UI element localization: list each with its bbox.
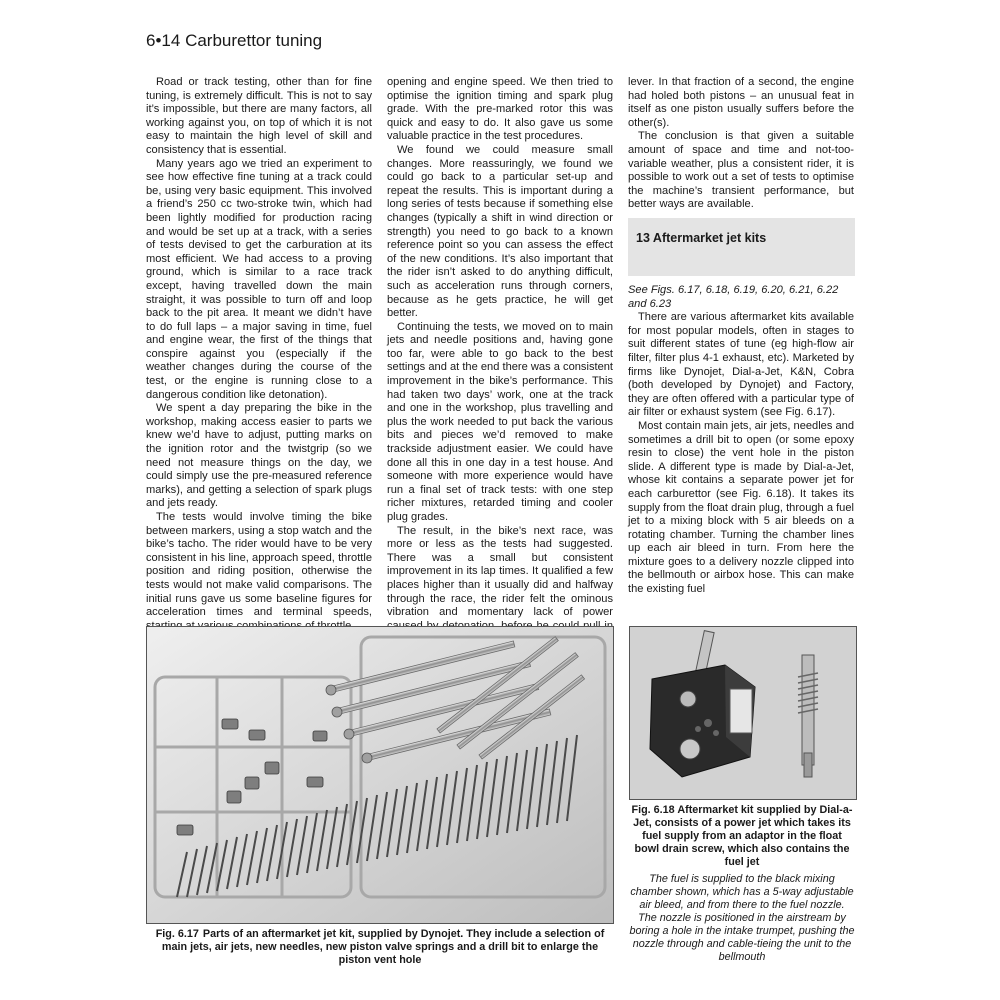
paragraph: opening and engine speed. We then tried to optimise the ignition timing and spark plug grade. With the pre-marked rotor this was quick and easy to do. It also gave us some valuable practice in the test procedures.: [387, 76, 613, 143]
paragraph: Road or track testing, other than for fine tuning, is extremely difficult. This is not to say it’s impossible, but there are many factors, all working against you, on top of which it is not easy to maintain the high level of skill and consistency that is essential.: [146, 76, 372, 156]
paragraph: The result, in the bike’s next race, was more or less as the tests had suggested. There was a small but consistent improvement in its lap times. It qualified a few places higher than it usually did and halfway through the race, the rider felt the ominous vibration and momentary lack of power: [387, 524, 613, 619]
figure-number: Fig. 6.18: [631, 804, 675, 816]
figure-number: Fig. 6.17: [155, 928, 199, 940]
paragraph: Continuing the tests, we moved on to main jets and needle positions and, having gone too far, were able to go back to the best settings and at the end there was a consistent improvement in the bike’s performance. This had taken two days’ work, one at the track and one in the workshop, plus travelling and plus the work needed to put back the various bits and pieces we’d removed to make trackside adjustment easier. We could have done all this in one day in a test house. And someone with more experience would have run a final set of track tests: with one step richer mixtures, retarded timing and cooler plug grades.: [387, 320, 613, 523]
paragraph: The tests would involve timing the bike between markers, using a stop watch and the bike’s tacho. The rider would have to be very consistent in his line, approach speed, throttle position and riding position, otherwise the tests would not make valid comparisons. The initial runs gave us some baseline figures for acceleration times and terminal speeds,: [146, 511, 372, 619]
section-title: 13 Aftermarket jet kits: [636, 231, 767, 245]
figure-6-17-caption: [146, 928, 614, 967]
paragraph: There are various aftermarket kits available for most popular models, often in stages to suit different states of tune (eg high-flow air filter, filter plus 4-1 exhaust, etc). Marketed by firms like Dynojet, Dial-a-Jet, K&N, Cobra (both developed by Dynojet) and Factory, they are often offered with a particular type of air filter or exhaust system (see Fig. 6.17).: [628, 311, 854, 419]
paragraph: Many years ago we tried an experiment to see how effective fine tuning at a track could be, using very basic equipment. This involved a friend’s 250 cc two-stroke twin, which had been lightly modified for production racing and would be set up at a track, with a series of tests devised to get the carburation at its most efficient. We had access to a proving ground, which is similar to a race track except, having travelled down the main straight, it was possible to turn off and loop back to the pit area. It meant we didn’t have to do full laps – a major saving in time, fuel and engine wear, the first of the things that conspire against you (especially if the weather changes during the course of the test, or the engine is running close to a dangerous condition like detonation).: [146, 157, 372, 401]
figure-6-18-note: The fuel is supplied to the black mixing chamber shown, which has a 5-way adjustable air bleed, and from there to the fuel nozzle. The nozzle is positioned in the airstream by boring a hole in the intake trumpet, pushing the nozzle through and cable-tieing the unit to the bellmouth: [629, 873, 855, 963]
jet-kit-illustration: [147, 627, 613, 923]
paragraph: We found we could measure small changes. More reassuringly, we found we could go back to a particular set-up and repeat the results. This is important during a long series of tests because if something else changes (typically a shift in wind direction or strength) you need to go back to a known reference point so you can assess the effect of the new conditions. It’s also important that the rider isn’t asked to do anything difficult, such as acceleration runs through corners, because as he gets practice, he will get better.: [387, 143, 613, 320]
paragraph: We spent a day preparing the bike in the workshop, making access easier to parts we knew we’d have to adjust, putting marks on the ignition rotor and the twistgrip (so we need not measure things on the day, we could simply use the pre-measured reference marks), and getting a selection of spark plugs and jets ready.: [146, 402, 372, 510]
caption-text: Aftermarket kit supplied by Dial-a-Jet, consists of a power jet which takes its fuel supply from an adaptor in the float bowl drain screw, which also contains the fuel jet: [633, 804, 853, 868]
paragraph: The conclusion is that given a suitable amount of space and time and not-too-variable weather, plus a consistent rider, it is possible to work out a set of tests to optimise the machine’s transient performance, but better ways are available.: [628, 130, 854, 211]
text-column-1: [146, 76, 372, 633]
figure-6-18-caption: [629, 804, 855, 869]
caption-text: Parts of an aftermarket jet kit, supplied by Dynojet. They include a selection of main jets, air jets, new needles, new piston valve springs and a drill bit to enlarge the piston vent hole: [161, 928, 605, 966]
dial-a-jet-illustration: [630, 627, 856, 799]
section-body: [628, 284, 854, 597]
section-heading-box: [628, 218, 855, 276]
page-header: [146, 30, 866, 52]
figure-6-18-photo: [629, 626, 857, 800]
paragraph: Most contain main jets, air jets, needles and sometimes a drill bit to open (or some epoxy resin to close) the vent hole in the piston slide. A different type is made by Dial-a-Jet, whose kit contains a separate power jet for each carburettor (see Fig. 6.18). It takes its supply from the float drain plug, through a fuel jet to a mixing block with 5 air bleeds on a rotating chamber. Turning the chamber lines up each air bleed in turn. From here the mixture goes to a delivery nozzle clipped into the bellmouth or airbox hose. This can make the existing fuel: [628, 419, 854, 596]
see-figures-reference: See Figs. 6.17, 6.18, 6.19, 6.20, 6.21, 6.22 and 6.23: [628, 284, 839, 310]
chapter-title: Carburettor tuning: [185, 31, 323, 50]
text-column-3: [628, 76, 854, 212]
paragraph: lever. In that fraction of a second, the engine had holed both pistons – an unusual feat in itself as one piston usually suffers before the other(s).: [628, 76, 854, 129]
page-number: 6•14: [146, 31, 181, 50]
text-column-2: [387, 76, 613, 647]
figure-6-17-photo: [146, 626, 614, 924]
